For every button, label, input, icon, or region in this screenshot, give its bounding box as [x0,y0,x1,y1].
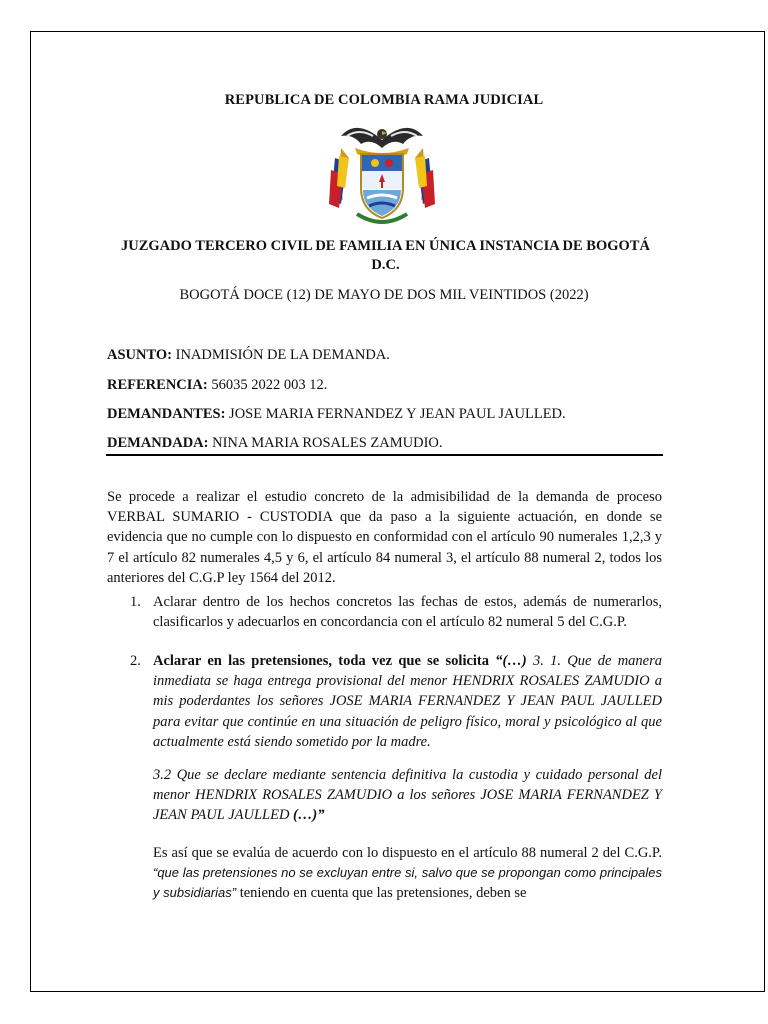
asunto-label: ASUNTO: [107,347,172,363]
asunto-row [107,347,390,364]
document-date: BOGOTÁ DOCE (12) DE MAYO DE DOS MIL VEINTIDOS (2022) [179,287,589,303]
court-name: JUZGADO TERCERO CIVIL DE FAMILIA EN ÚNICA INSTANCIA DE BOGOTÁ D.C. [121,238,650,273]
referencia-label: REFERENCIA: [107,377,208,393]
item2-quote-text: 3. 1. Que de manera inmediata se haga entrega provisional del menor HENDRIX ROSALES ZAMUDIO a mis poderdantes los señores JOSE MARIA FERNANDEZ Y JEAN PAUL JAULLED para evitar que continúe en una situación de peligro físico, moral y psicológico al que actualmente está siendo sometido por la madre. [153,653,662,750]
intro-paragraph: Se procede a realizar el estudio concreto de la admisibilidad de la demanda de proceso VERBAL SUMARIO - CUSTODIA que da paso a la siguiente actuación, en donde se evidencia que no cumple con lo dispuesto en conformidad con el artículo 90 numerales 1,2,3 y 7 el artículo 82 numerales 4,5 y 6, el artículo 84 numeral 3, el artículo 88 numeral 2, todos los anteriores del C.G.P ley 1564 del 2012. [107,489,662,586]
referencia-row [107,377,327,394]
page-header-title: REPUBLICA DE COLOMBIA RAMA JUDICIAL [224,92,544,108]
demandantes-value: JOSE MARIA FERNANDEZ Y JEAN PAUL JAULLED. [225,406,566,422]
list-item-1-text: Aclarar dentro de los hechos concretos las fechas de estos, además de numerarlos, clasificarlos y adecuarlos en concordancia con el artículo 82 numeral 5 del C.G.P. [153,594,662,631]
demandada-label: DEMANDADA: [107,435,209,451]
item2-quote-open: “(…) [495,653,527,669]
closing-tail: teniendo en cuenta que las pretensiones, deben se [236,885,527,902]
demandantes-label: DEMANDANTES: [107,406,226,422]
quote-3-2-close: (…)” [293,807,325,824]
list-item-2-number: 2. [130,653,141,669]
quoted-pretension-3-2 [153,765,662,826]
demandada-row [107,435,443,452]
quote-3-2-text: 3.2 Que se declare mediante sentencia definitiva la custodia y cuidado personal del menor HENDRIX ROSALES ZAMUDIO a los señores JOSE MARIA FERNANDEZ Y JEAN PAUL JAULLED [153,767,662,824]
section-divider [106,454,663,456]
closing-paragraph [153,843,662,904]
closing-lead: Es así que se evalúa de acuerdo con lo dispuesto en el artículo 88 numeral 2 del C.G.P. [153,845,662,861]
coat-of-arms-icon [327,118,437,228]
demandada-value: NINA MARIA ROSALES ZAMUDIO. [208,435,443,451]
closing-quote: “que las pretensiones no se excluyan entre si, salvo que se propongan como principales y subsidiarias” [153,865,662,901]
referencia-value: 56035 2022 003 12. [207,377,328,393]
list-item-1-number: 1. [130,594,141,610]
item2-bold-lead: Aclarar en las pretensiones, toda vez que se solicita [153,653,496,669]
list-item-2-text [153,651,662,752]
asunto-value: INADMISIÓN DE LA DEMANDA. [172,347,390,363]
demandantes-row [107,406,566,423]
